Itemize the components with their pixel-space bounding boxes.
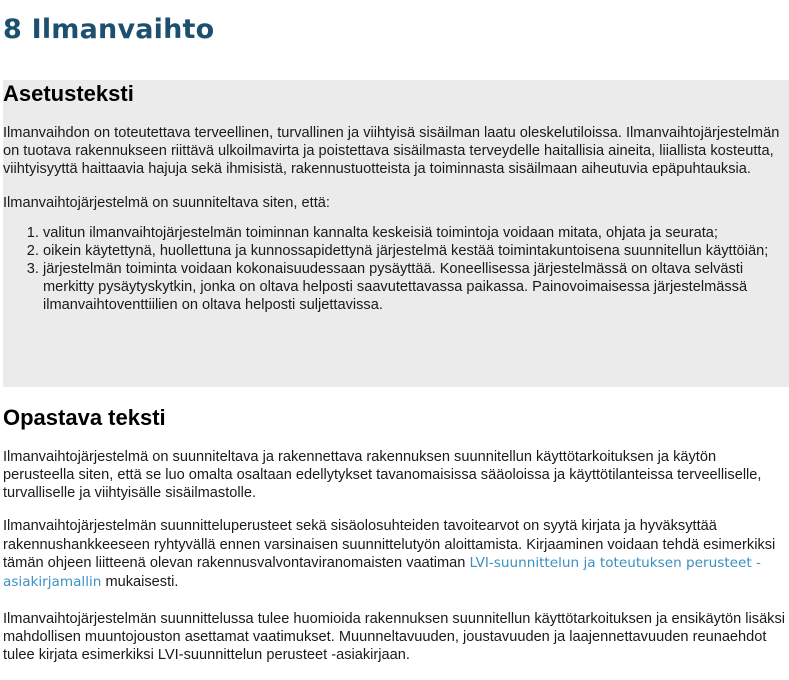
- regulation-title: Asetusteksti: [3, 81, 134, 106]
- list-item: 2. oikein käytettynä, huollettuna ja kunnossapidettynä järjestelmä kestää toimintakuntoisena suunnitellun käyttöiän;: [43, 242, 785, 260]
- page-title: 8 Ilmanvaihto: [3, 14, 215, 45]
- guidance-paragraph-1: Ilmanvaihtojärjestelmä on suunniteltava ja rakennettava rakennuksen suunnitellun käyttötarkoituksen ja käytön perusteella siten, että se luo omalta osaltaan edellytykset tavanomaisissa sääoloissa ja käyttötilanteissa terveelliselle, turvalliselle ja viihtyisälle sisäilmastolle.: [3, 449, 762, 501]
- regulation-lead: Ilmanvaihtojärjestelmä on suunniteltava siten, että:: [3, 195, 330, 211]
- guidance-title: Opastava teksti: [3, 405, 166, 430]
- guidance-paragraph-2: [3, 517, 789, 591]
- list-item: 1. valitun ilmanvaihtojärjestelmän toiminnan kannalta keskeisiä toimintoja voidaan mitata, ohjata ja seurata;: [43, 224, 785, 242]
- guidance-paragraph-3: Ilmanvaihtojärjestelmän suunnittelussa tulee huomioida rakennuksen suunnitellun käyttötarkoituksen ja ensikäytön lisäksi mahdollisen muuntojouston asettamat vaatimukset. Muunneltavuuden, joustavuuden ja laajennettavuuden reunaehdot tulee kirjata esimerkiksi LVI-suunnittelun perusteet -asiakirjaan.: [3, 611, 786, 663]
- guidance-paragraph-2-text: Ilmanvaihtojärjestelmän suunnitteluperusteet sekä sisäolosuhteiden tavoitearvot on syytä kirjata ja hyväksyttää rakennushankkeeseen ryhtyvällä ennen varsinaisen suunnittelutyön aloittamista. Kirjaaminen voidaan tehdä esimerkiksi tämän ohjeen liitteenä olevan rakennusvalvontaviranomaisten vaatiman: [3, 518, 776, 571]
- requirement-list: [3, 224, 785, 314]
- lvi-template-link[interactable]: LVI-suunnittelun ja toteutuksen perusteet -asiakirjamallin: [3, 555, 761, 590]
- guidance-paragraph-2-tail: mukaisesti.: [105, 573, 179, 590]
- regulation-intro: Ilmanvaihdon on toteutettava terveellinen, turvallinen ja viihtyisä sisäilman laatu oleskelutiloissa. Ilmanvaihtojärjestelmän on tuotava rakennukseen riittävä ulkoilmavirta ja poistettava sisäilmasta terveydelle haitallisia aineita, liiallista kosteutta, viihtyisyyttä haittaavia hajuja sekä ihmisistä, rakennustuotteista ja toiminnasta sisäilmaan aiheutuvia epäpuhtauksia.: [3, 125, 780, 177]
- list-item: 3. järjestelmän toiminta voidaan kokonaisuudessaan pysäyttää. Koneellisessa järjestelmässä on oltava selvästi merkitty pysäytyskytkin, jonka on oltava helposti saavutettavassa paikassa. Painovoimaisessa järjestelmässä ilmanvaihtoventtiilien on oltava helposti suljettavissa.: [43, 260, 785, 314]
- guidance-section: [3, 405, 789, 664]
- regulation-text-box: [3, 80, 789, 387]
